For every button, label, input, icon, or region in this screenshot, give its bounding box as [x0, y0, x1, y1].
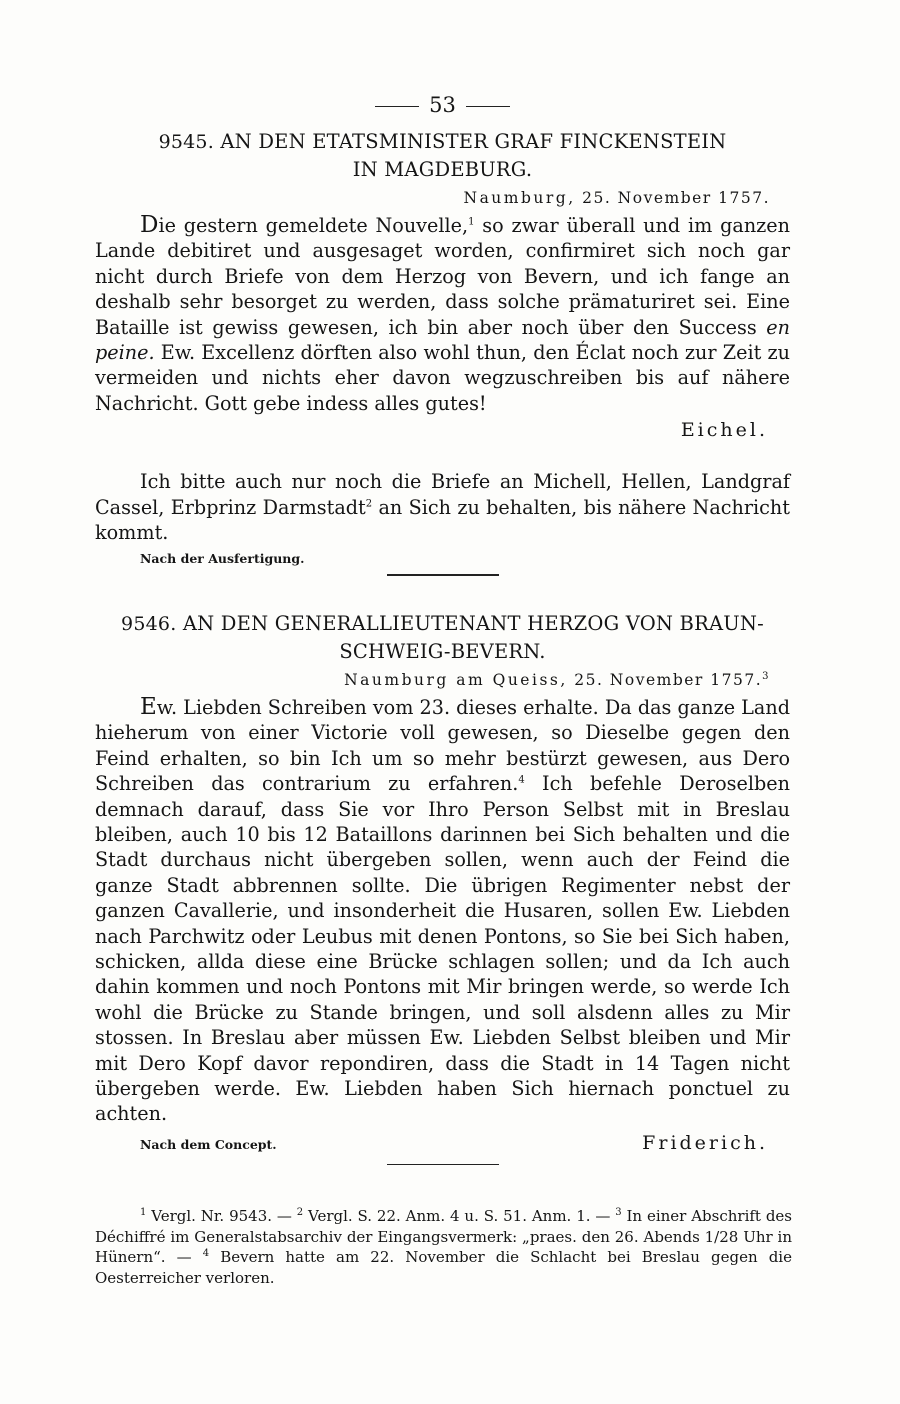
footnote-ref: 1 [468, 216, 475, 228]
heading-line-2: SCHWEIG-BEVERN. [339, 639, 546, 663]
footnote-marker: 4 [202, 1248, 210, 1259]
dateline-date: 25. November 1757. [574, 670, 763, 689]
heading-line-2: IN MAGDEBURG. [352, 158, 533, 181]
letter-number: 9546. [121, 612, 177, 635]
letter-9545-heading [95, 128, 790, 183]
footnotes [95, 1206, 792, 1288]
body-text: so zwar überall und im ganzen Lande debitiret und ausgesaget worden, confirmiret sich noch gar nicht durch Briefe von dem Herzog von Bevern, und ich fange an deshalb sehr besorget zu werden, dass solche prämaturiret sei. Eine Bataille ist gewiss gewesen, ich bin aber noch über den Success [95, 214, 790, 339]
footnote-text: In einer Abschrift des Déchiffré im Generalstabsarchiv der Eingangsvermerk: „praes. den 26. Abends [95, 1207, 792, 1246]
source-note: Nach der Ausfertigung. [140, 551, 305, 567]
footnote-ref: 2 [365, 498, 373, 510]
body-text: ie gestern gemeldete Nouvelle, [158, 214, 469, 237]
drop-initial: D [140, 212, 159, 238]
footnote-text: Vergl. S. 22. Anm. 4 u. S. 51. Anm. 1. — [303, 1207, 616, 1225]
dateline-place: Naumburg am Queiss, [344, 670, 568, 689]
footnote-marker: 3 [615, 1207, 622, 1218]
letter-body [95, 695, 790, 1127]
closing-row [95, 1131, 790, 1156]
letter-body [95, 213, 790, 416]
footnote-text: Vergl. Nr. 9543. — [146, 1207, 297, 1225]
dateline [95, 189, 790, 207]
heading-line-1: AN DEN ETATSMINISTER GRAF FINCKENSTEIN [220, 130, 727, 153]
section-rule [387, 1164, 499, 1166]
postscript-text: an Sich zu behalten, bis nähere Nachricht kommt. [95, 495, 790, 545]
italic-phrase: en peine. [95, 315, 790, 365]
footnote-marker: 1 [140, 1207, 147, 1218]
footnote-text: Bevern hatte am 22. November die Schlacht bei Breslau gegen die Oesterreicher verloren. [95, 1248, 792, 1287]
body-text: Ich befehle Deroselben demnach darauf, dass Sie vor Ihro Person Selbst mit in Breslau bleiben, auch 10 bis 12 Bataillons darinnen bei Sich behalten und die Stadt durchaus nicht übergeben sollen, wenn auch der Feind die ganze Stadt abbrennen sollte. Die übrigen Regimenter nebst der ganzen Cavallerie, und insonderheit die Husaren, sollen Ew. Liebden nach Parchwitz oder Leubus mit denen Pontons, so Sie bei Sich haben, schicken, allda diese eine Brücke schlagen sollen; und da Ich auch dahin kommen und noch Pontons mit Mir bringen werde, so werde Ich wohl die Brücke zu Stande bringen, und soll alsdenn alles zu Mir stossen. In Breslau aber müssen Ew. Liebden Selbst bleiben und Mir mit Dero Kopf davor repondiren, dass die Stadt in 14 Tagen nicht übergeben werde. Ew. Liebden haben Sich hiernach ponctuel zu achten. [95, 772, 790, 1126]
letter-number: 9545. [158, 131, 214, 153]
signature: Eichel. [680, 419, 768, 442]
footnote-text: 8 Uhr in Hünern“. — [95, 1227, 792, 1266]
letter-9546-heading [95, 610, 790, 665]
dash-right [466, 106, 510, 107]
heading-line-1: AN DEN GENERALLIEUTENANT HERZOG VON BRAUN- [182, 611, 764, 635]
postscript [95, 469, 790, 545]
page-number: 53 [429, 93, 456, 117]
postscript-text: Ich bitte auch nur noch die Briefe an Michell, Hellen, Landgraf Cassel, Erbprinz Darmstadt [95, 470, 790, 519]
dateline-place: Naumburg, [463, 189, 576, 207]
body-text: w. Liebden Schreiben vom 23. dieses erhalte. Da das ganze Land hieherum von einer Victorie voll gewesen, so Dieselbe gegen den Feind erhalten, so bin Ich um so mehr bestürzt gewesen, aus Dero Schreiben das contrarium zu erfahren. [95, 695, 790, 796]
page-number-line [95, 90, 790, 120]
dash-left [375, 106, 419, 107]
document-page [95, 90, 790, 1165]
dateline-date: 25. November 1757. [582, 189, 770, 207]
footnote-ref: 3 [762, 670, 770, 682]
footnote-ref: 4 [518, 774, 525, 786]
dateline [95, 671, 790, 689]
signature: Friderich. [642, 1131, 768, 1154]
fraction: 1/2 [704, 1227, 729, 1246]
body-text: Ew. Excellenz dörften also wohl thun, den Éclat noch zur Zeit zu vermeiden und nichts eher davon wegzuschreiben bis auf nähere Nachricht. Gott gebe indess alles gutes! [95, 341, 790, 415]
footnote-marker: 2 [296, 1207, 304, 1218]
drop-initial: E [140, 693, 157, 720]
source-note: Nach dem Concept. [140, 1136, 277, 1152]
